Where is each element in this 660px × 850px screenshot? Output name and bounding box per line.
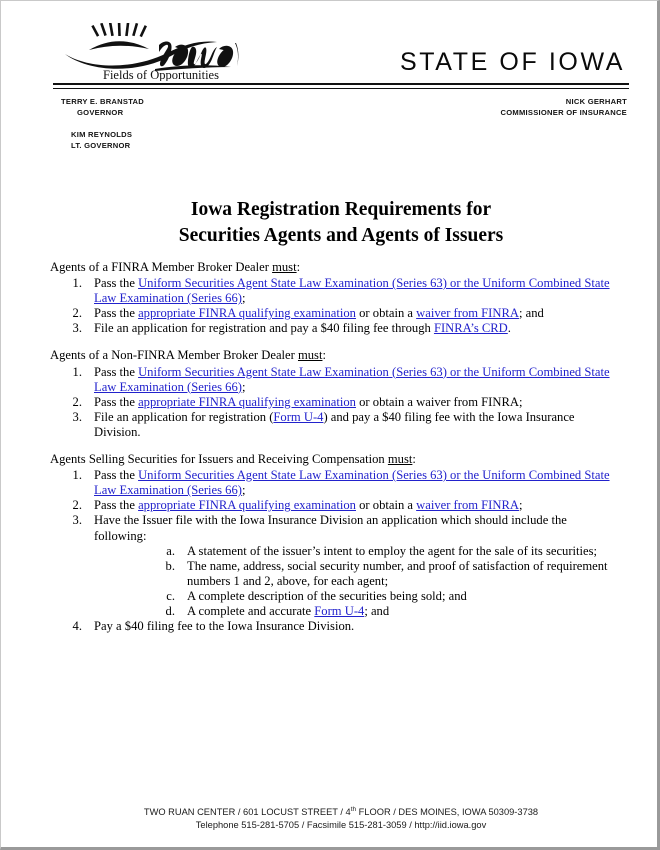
- footer-ordinal-suffix: th: [350, 806, 357, 813]
- requirements-section: [50, 452, 618, 634]
- item-text: ;: [241, 483, 246, 498]
- sublist-item-marker: c.: [166, 588, 175, 603]
- section-heading-colon: :: [296, 260, 301, 274]
- list-item-marker: 4.: [72, 619, 82, 634]
- list-item: [50, 619, 618, 634]
- section-heading-colon: :: [322, 348, 326, 363]
- list-item: [50, 365, 618, 395]
- item-text: or obtain a waiver from FINRA;: [355, 394, 523, 409]
- item-text: ) and pay a $40 filing fee with the Iowa Insurance Division.: [94, 409, 575, 439]
- section-heading-emphasis: must: [387, 452, 413, 467]
- item-text: ;: [241, 291, 246, 306]
- hyperlink[interactable]: appropriate FINRA qualifying examination: [138, 394, 356, 409]
- sublist-item: [141, 589, 618, 604]
- sublist-item-marker: b.: [165, 558, 175, 573]
- footer-address-pre: TWO RUAN CENTER / 601 LOCUST STREET / 4: [143, 807, 351, 818]
- section-heading-text: Agents of a Non-FINRA Member Broker Dealer: [50, 348, 298, 363]
- list-item: [50, 498, 618, 513]
- requirements-section: [50, 260, 618, 336]
- lt-governor-title: LT. GOVERNOR: [71, 140, 131, 150]
- item-text: A complete description of the securities being sold; and: [187, 588, 467, 603]
- list-item-marker: 1.: [72, 276, 82, 291]
- officials-left: [53, 97, 144, 151]
- officials-right: [501, 97, 630, 118]
- sublist-item: [141, 559, 618, 589]
- list-item-marker: 1.: [72, 468, 82, 483]
- hyperlink[interactable]: Uniform Securities Agent State Law Examination (Series 63) or the Uniform Combined State Law Examination (Series 66): [94, 468, 610, 498]
- logo-tagline-text: Fields of Opportunities: [103, 68, 219, 81]
- hyperlink[interactable]: waiver from FINRA: [416, 306, 519, 321]
- requirements-sublist: [141, 544, 618, 619]
- list-item: [50, 468, 618, 498]
- lt-governor-name: KIM REYNOLDS: [71, 130, 133, 139]
- item-text: File an application for registration (: [94, 409, 274, 424]
- list-item: [50, 513, 618, 619]
- section-heading-text: Agents Selling Securities for Issuers and Receiving Compensation: [50, 452, 388, 467]
- list-item: [50, 321, 618, 336]
- governor-name: TERRY E. BRANSTAD: [61, 97, 145, 106]
- requirements-list: [50, 365, 618, 440]
- officials-block: [53, 97, 629, 151]
- item-text: ; and: [364, 603, 390, 618]
- list-item-marker: 2.: [72, 498, 82, 513]
- hyperlink[interactable]: appropriate FINRA qualifying examination: [138, 306, 356, 321]
- document-body: [50, 260, 618, 634]
- section-heading-text: Agents of a FINRA Member Broker Dealer: [50, 260, 273, 274]
- list-item: [50, 410, 618, 440]
- list-item-marker: 2.: [72, 394, 82, 409]
- page-title-line-1: Iowa Registration Requirements for: [190, 199, 492, 220]
- commissioner-title: COMMISSIONER OF INSURANCE: [500, 107, 627, 117]
- requirements-list: [50, 276, 618, 336]
- section-heading: [50, 348, 618, 363]
- item-text: Have the Issuer file with the Iowa Insurance Division an application which should include the following:: [94, 513, 567, 543]
- item-text: The name, address, social security number, and proof of satisfaction of requirement numbers 1 and 2, above, for each agent;: [187, 558, 608, 588]
- item-text: Pass the: [94, 394, 139, 409]
- hyperlink[interactable]: Uniform Securities Agent State Law Examination (Series 63) or the Uniform Combined State Law Examination (Series 66): [94, 276, 610, 306]
- commissioner-name: NICK GERHART: [565, 97, 627, 106]
- item-text: ;: [518, 498, 523, 513]
- list-item: [50, 395, 618, 410]
- governor-title: GOVERNOR: [77, 107, 124, 117]
- page-title-line-2: Securities Agents and Agents of Issuers: [178, 225, 504, 246]
- section-heading-emphasis: must: [272, 260, 297, 274]
- item-text: A complete and accurate: [187, 603, 315, 618]
- page-title: [53, 197, 629, 249]
- section-heading: [50, 452, 618, 467]
- item-text: A statement of the issuer’s intent to employ the agent for the sale of its securities;: [187, 543, 598, 558]
- header-divider-rule: [53, 83, 629, 89]
- sublist-item-marker: d.: [165, 603, 175, 618]
- section-heading-emphasis: must: [297, 348, 323, 363]
- iowa-state-logo: [53, 23, 253, 81]
- hyperlink[interactable]: FINRA’s CRD: [433, 321, 508, 336]
- item-text: Pay a $40 filing fee to the Iowa Insurance Division.: [94, 619, 355, 634]
- item-text: Pass the: [94, 364, 139, 379]
- list-item: [50, 306, 618, 321]
- sublist-item: [141, 604, 618, 619]
- hyperlink[interactable]: Uniform Securities Agent State Law Examination (Series 63) or the Uniform Combined State Law Examination (Series 66): [94, 364, 610, 394]
- list-item-marker: 3.: [72, 513, 82, 528]
- item-text: or obtain a: [355, 498, 417, 513]
- item-text: Pass the: [94, 306, 139, 321]
- list-item-marker: 3.: [72, 409, 82, 424]
- hyperlink[interactable]: Form U-4: [273, 409, 324, 424]
- item-text: Pass the: [94, 498, 139, 513]
- state-of-iowa-title: STATE OF IOWA: [400, 48, 625, 76]
- item-text: ; and: [518, 306, 544, 321]
- list-item: [50, 276, 618, 306]
- list-item-marker: 3.: [72, 321, 82, 336]
- item-text: .: [507, 321, 511, 336]
- iowa-logo-icon: [59, 23, 245, 81]
- sublist-item: [141, 544, 618, 559]
- footer-address-line: [53, 803, 629, 819]
- section-heading-colon: :: [412, 452, 416, 467]
- section-heading: [50, 260, 618, 275]
- hyperlink[interactable]: Form U-4: [314, 603, 365, 618]
- footer-address-post: FLOOR / DES MOINES, IOWA 50309-3738: [356, 807, 539, 818]
- requirements-section: [50, 348, 618, 440]
- sublist-item-marker: a.: [166, 543, 175, 558]
- list-item-marker: 1.: [72, 364, 82, 379]
- footer-contact-line: Telephone 515-281-5705 / Facsimile 515-281-3059 / http://iid.iowa.gov: [195, 820, 487, 831]
- letterhead: [53, 19, 629, 89]
- item-text: Pass the: [94, 276, 139, 291]
- item-text: Pass the: [94, 468, 139, 483]
- item-text: File an application for registration and pay a $40 filing fee through: [94, 321, 434, 336]
- item-text: or obtain a: [355, 306, 417, 321]
- page-footer: [53, 803, 629, 832]
- sublist-wrapper: [94, 544, 618, 619]
- item-text: ;: [241, 379, 246, 394]
- list-item-marker: 2.: [72, 306, 82, 321]
- hyperlink[interactable]: waiver from FINRA: [416, 498, 519, 513]
- hyperlink[interactable]: appropriate FINRA qualifying examination: [138, 498, 356, 513]
- requirements-list: [50, 468, 618, 634]
